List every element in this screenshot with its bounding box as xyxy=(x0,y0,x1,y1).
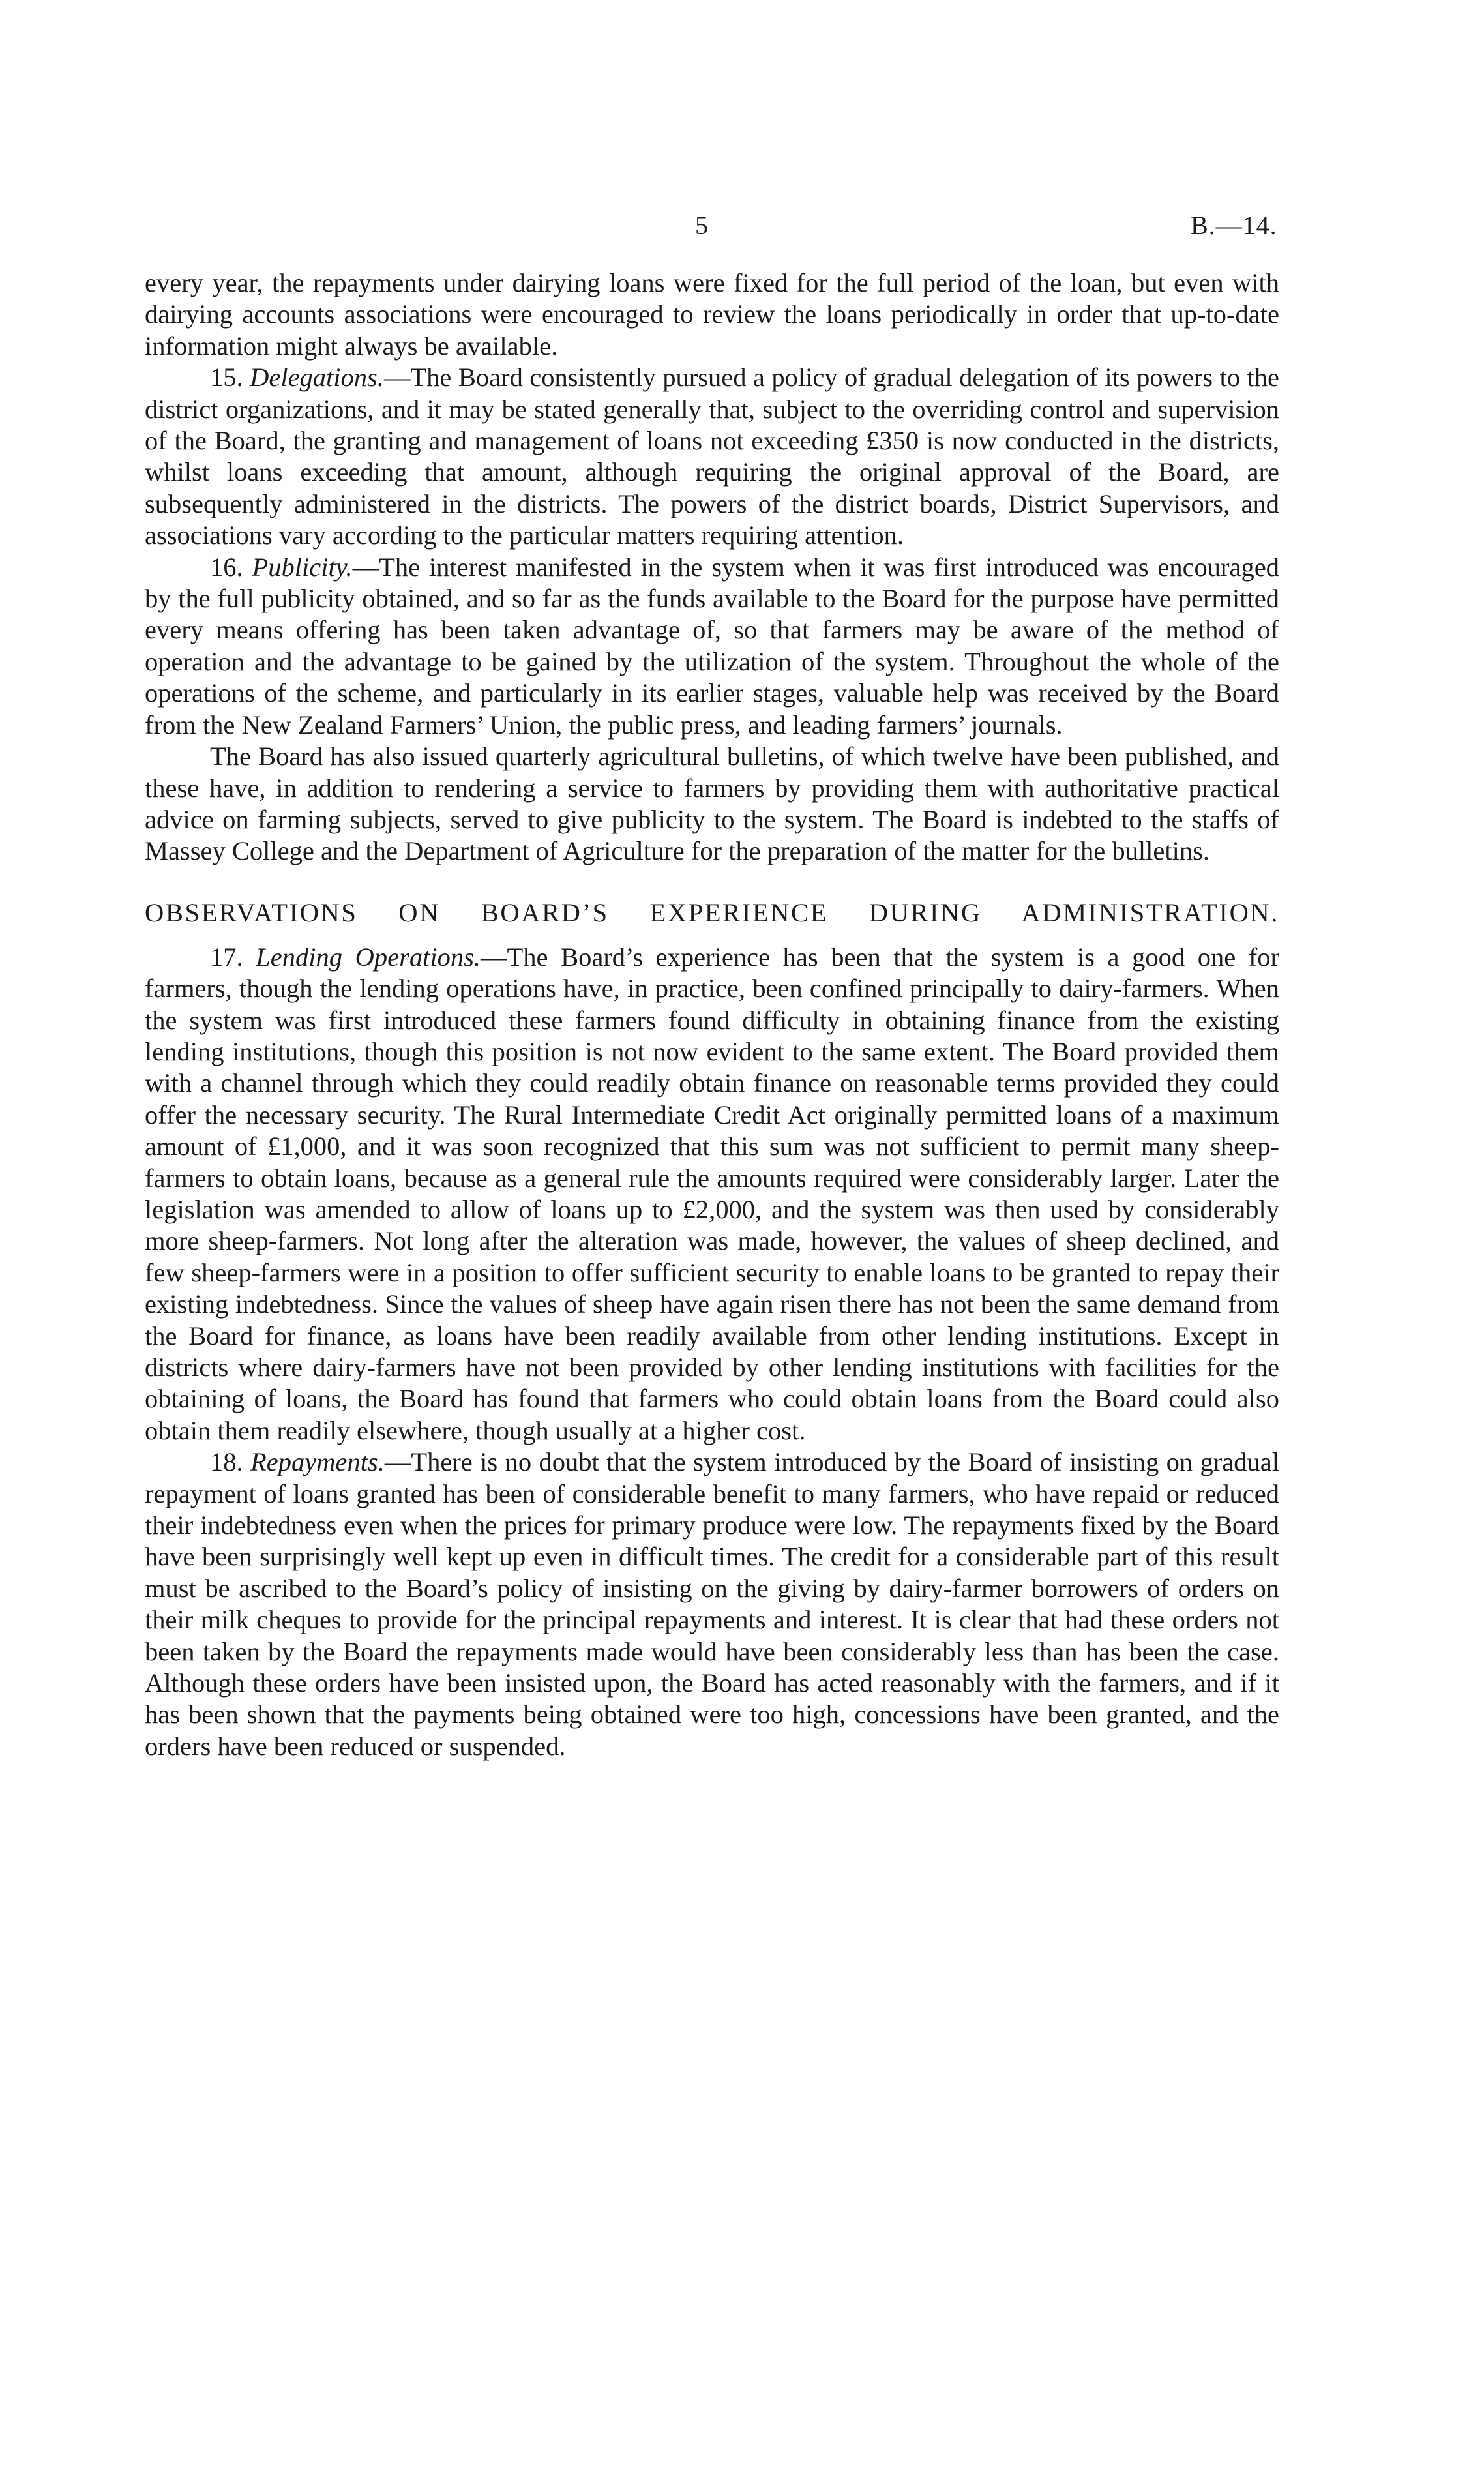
paragraph-bulletins xyxy=(145,741,1279,867)
paragraph-15-delegations xyxy=(145,362,1279,551)
paragraph-continuation xyxy=(145,267,1279,362)
paragraph-text: —The Board consistently pursued a policy of gradual delegation of its powers to the district organizations, and it may be stated generally that, subject to the overriding control and supervision of the Board, the granting and management of loans not exceeding £350 is now conducted in the districts, whilst loans exceeding that amount, although requiring the original approval of the Board, are subsequently administered in the districts. The powers of the district boards, District Supervisors, and associations vary according to the particular matters requiring attention. xyxy=(145,363,1280,550)
page-number: 5 xyxy=(695,211,708,240)
body-text xyxy=(145,267,1279,1762)
paragraph-title: Publicity. xyxy=(252,552,353,582)
paragraph-18-repayments xyxy=(145,1446,1279,1762)
paragraph-number: 18. xyxy=(210,1447,243,1477)
paragraph-17-lending-operations xyxy=(145,942,1279,1447)
paragraph-number: 17. xyxy=(210,942,243,972)
paragraph-title: Repayments. xyxy=(250,1447,385,1477)
paragraph-text: —The Board’s experience has been that the system is a good one for farmers, though the lending operations have, in practice, been confined principally to dairy-farmers. When the system was first introduced these farmers found difficulty in obtaining finance from the existing lending institutions, though this position is not now evident to the same extent. The Board provided them with a channel through which they could readily obtain finance on reasonable terms provided they could offer the necessary security. The Rural Intermediate Credit Act originally permitted loans of a maximum amount of £1,000, and it was soon recognized that this sum was not sufficient to permit many sheep-farmers to obtain loans, because as a general rule the amounts required were considerably larger. Later the legislation was amended to allow of loans up to £2,000, and the system was then used by considerably more sheep-farmers. Not long after the alteration was made, however, the values of sheep declined, and few sheep-farmers were in a position to offer sufficient security to enable loans to be granted to repay their existing indebtedness. Since the values of sheep have again risen there has not been the same demand from the Board for finance, as loans have been readily available from other lending institutions. Except in districts where dairy-farmers have not been provided by other lending institutions with facilities for the obtaining of loans, the Board has found that farmers who could obtain loans from the Board could also obtain them readily elsewhere, though usually at a higher cost. xyxy=(145,942,1279,1445)
paragraph-text: —The interest manifested in the system when it was first introduced was encouraged by the full publicity obtained, and so far as the funds available to the Board for the purpose have permitted every means offering has been taken advantage of, so that farmers may be aware of the method of operation and the advantage to be gained by the utilization of the system. Throughout the whole of the operations of the scheme, and particularly in its earlier stages, valuable help was received by the Board from the New Zealand Farmers’ Union, the public press, and leading farmers’ journals. xyxy=(145,552,1279,740)
paragraph-title: Lending Operations. xyxy=(256,942,481,972)
paragraph-text: The Board has also issued quarterly agricultural bulletins, of which twelve have been published, and these have, in addition to rendering a service to farmers by providing them with authoritative practical advice on farming subjects, served to give publicity to the system. The Board is indebted to the staffs of Massey College and the Department of Agriculture for the preparation of the matter for the bulletins. xyxy=(145,741,1279,866)
paragraph-text: every year, the repayments under dairying loans were fixed for the full period of the loan, but even with dairying accounts associations were encouraged to review the loans periodically in order that up-to-date information might always be available. xyxy=(145,268,1279,361)
section-heading: OBSERVATIONS ON BOARD’S EXPERIENCE DURING ADMINISTRATION. xyxy=(145,897,1279,927)
document-code: B.—14. xyxy=(1191,211,1277,240)
paragraph-number: 15. xyxy=(210,363,243,393)
paragraph-number: 16. xyxy=(210,552,243,582)
paragraph-text: —There is no doubt that the system introduced by the Board of insisting on gradual repayment of loans granted has been of considerable benefit to many farmers, who have repaid or reduced their indebtedness even when the prices for primary produce were low. The repayments fixed by the Board have been surprisingly well kept up even in difficult times. The credit for a considerable part of this result must be ascribed to the Board’s policy of insisting on the giving by dairy-farmer borrowers of orders on their milk cheques to provide for the principal repayments and interest. It is clear that had these orders not been taken by the Board the repayments made would have been considerably less than has been the case. Although these orders have been insisted upon, the Board has acted reasonably with the farmers, and if it has been shown that the payments being obtained were too high, concessions have been granted, and the orders have been reduced or suspended. xyxy=(145,1447,1279,1761)
paragraph-16-publicity xyxy=(145,552,1279,741)
paragraph-title: Delegations. xyxy=(250,363,384,393)
